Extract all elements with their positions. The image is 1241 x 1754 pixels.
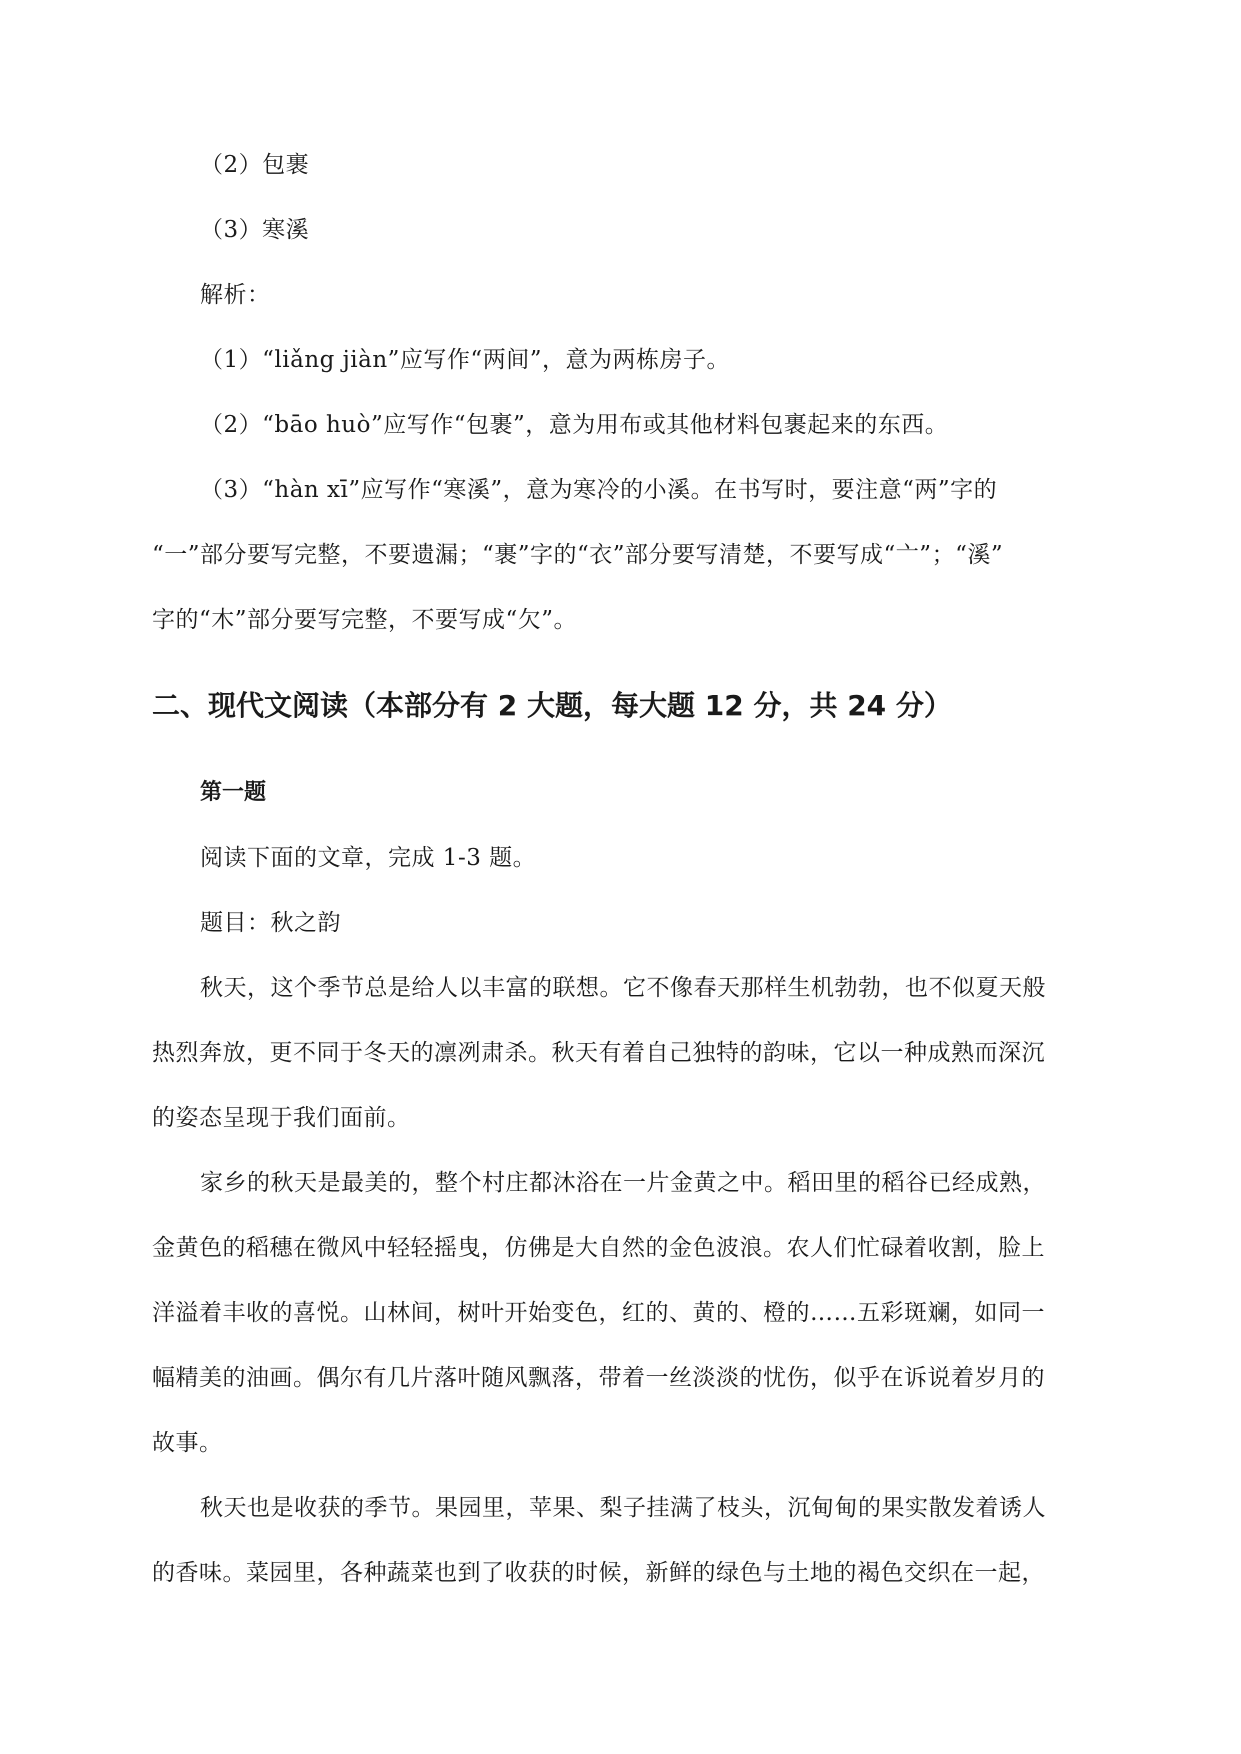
analysis-item-1: （1）“liǎng jiàn”应写作“两间”，意为两栋房子。 (200, 347, 730, 373)
paragraph-2-line: 幅精美的油画。偶尔有几片落叶随风飘落，带着一丝淡淡的忧伤，似乎在诉说着岁月的 (152, 1365, 1045, 1391)
reading-instruction: 阅读下面的文章，完成 1-3 题。 (200, 845, 537, 871)
question-1-heading: 第一题 (200, 780, 267, 805)
analysis-item-3-line-1: （3）“hàn xī”应写作“寒溪”，意为寒冷的小溪。在书写时，要注意“两”字的 (200, 477, 998, 503)
analysis-item-3-line-3: 字的“木”部分要写完整，不要写成“欠”。 (152, 607, 578, 633)
paragraph-2-line: 洋溢着丰收的喜悦。山林间，树叶开始变色，红的、黄的、橙的……五彩斑斓，如同一 (152, 1300, 1045, 1326)
answer-line-2: （2）包裹 (200, 152, 310, 178)
paragraph-2-line: 故事。 (152, 1430, 223, 1456)
paragraph-2-line: 金黄色的稻穗在微风中轻轻摇曳，仿佛是大自然的金色波浪。农人们忙碌着收割，脸上 (152, 1235, 1045, 1261)
analysis-item-3-line-2: “一”部分要写完整，不要遗漏；“裹”字的“衣”部分要写清楚，不要写成“亠”；“溪” (152, 542, 1004, 568)
section-2-heading: 二、现代文阅读（本部分有 2 大题，每大题 12 分，共 24 分） (152, 689, 952, 722)
paragraph-3-line: 秋天也是收获的季节。果园里，苹果、梨子挂满了枝头，沉甸甸的果实散发着诱人 (200, 1495, 1046, 1521)
paragraph-1-line: 热烈奔放，更不同于冬天的凛冽肃杀。秋天有着自己独特的韵味，它以一种成熟而深沉 (152, 1040, 1045, 1066)
paragraph-1-line: 的姿态呈现于我们面前。 (152, 1105, 411, 1131)
answer-line-3: （3）寒溪 (200, 217, 310, 243)
paragraph-3-line: 的香味。菜园里，各种蔬菜也到了收获的时候，新鲜的绿色与土地的褐色交织在一起， (152, 1560, 1045, 1586)
paragraph-1-line: 秋天，这个季节总是给人以丰富的联想。它不像春天那样生机勃勃，也不似夏天般 (200, 975, 1046, 1001)
analysis-label: 解析： (200, 282, 271, 308)
analysis-item-2: （2）“bāo huò”应写作“包裹”，意为用布或其他材料包裹起来的东西。 (200, 412, 949, 438)
article-title: 题目：秋之韵 (200, 910, 341, 936)
paragraph-2-line: 家乡的秋天是最美的，整个村庄都沐浴在一片金黄之中。稻田里的稻谷已经成熟， (200, 1170, 1046, 1196)
